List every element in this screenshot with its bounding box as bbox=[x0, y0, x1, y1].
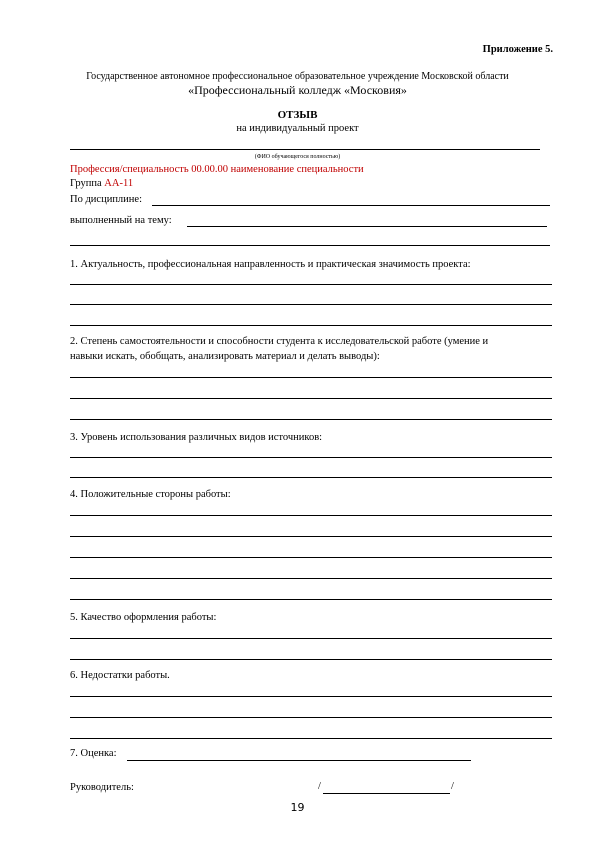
grade-label: 7. Оценка: bbox=[70, 748, 117, 759]
answer-line bbox=[70, 304, 552, 305]
answer-line bbox=[70, 398, 552, 399]
answer-line bbox=[70, 557, 552, 558]
answer-line bbox=[70, 696, 552, 697]
group-value: АА-11 bbox=[104, 178, 134, 189]
answer-line bbox=[70, 284, 552, 285]
answer-line bbox=[70, 419, 552, 420]
specialty-label: Профессия/специальность 00.00.00 наименование специальности bbox=[70, 164, 364, 175]
supervisor-label: Руководитель: bbox=[70, 782, 134, 793]
signature-slash-open: / bbox=[318, 781, 321, 792]
signature-line bbox=[323, 793, 450, 794]
question-2-line-2: навыки искать, обобщать, анализировать материал и делать выводы): bbox=[70, 351, 380, 362]
answer-line bbox=[70, 578, 552, 579]
answer-line bbox=[70, 325, 552, 326]
appendix-label: Приложение 5. bbox=[482, 44, 553, 55]
grade-line bbox=[127, 760, 471, 761]
discipline-label: По дисциплине: bbox=[70, 194, 142, 205]
discipline-line bbox=[152, 205, 550, 206]
document-subtitle: на индивидуальный проект bbox=[236, 123, 359, 134]
answer-line bbox=[70, 659, 552, 660]
answer-line bbox=[70, 599, 552, 600]
answer-line bbox=[70, 738, 552, 739]
question-6: 6. Недостатки работы. bbox=[70, 670, 170, 681]
answer-line bbox=[70, 457, 552, 458]
question-2-line-1: 2. Степень самостоятельности и способности студента к исследовательской работе (умение и bbox=[70, 336, 489, 347]
institution-name: Государственное автономное профессиональное образовательное учреждение Московской области bbox=[86, 71, 509, 82]
document-title: ОТЗЫВ bbox=[277, 109, 318, 121]
answer-line bbox=[70, 536, 552, 537]
group-label: Группа bbox=[70, 178, 105, 189]
topic-label: выполненный на тему: bbox=[70, 215, 172, 226]
question-3: 3. Уровень использования различных видов источников: bbox=[70, 432, 323, 443]
fio-line bbox=[70, 149, 540, 150]
topic-line bbox=[187, 226, 547, 227]
answer-line bbox=[70, 377, 552, 378]
group-line bbox=[70, 179, 133, 190]
answer-line bbox=[70, 515, 552, 516]
answer-line bbox=[70, 477, 552, 478]
question-4: 4. Положительные стороны работы: bbox=[70, 489, 231, 500]
question-1: 1. Актуальность, профессиональная направленность и практическая значимость проекта: bbox=[70, 259, 471, 270]
topic-line-2 bbox=[70, 245, 550, 246]
college-name: «Профессиональный колледж «Московия» bbox=[188, 83, 407, 97]
question-5: 5. Качество оформления работы: bbox=[70, 612, 217, 623]
answer-line bbox=[70, 717, 552, 718]
signature-slash-close: / bbox=[451, 781, 454, 792]
page-number: 19 bbox=[290, 801, 305, 814]
fio-caption: (ФИО обучающегося полностью) bbox=[254, 154, 341, 160]
answer-line bbox=[70, 638, 552, 639]
